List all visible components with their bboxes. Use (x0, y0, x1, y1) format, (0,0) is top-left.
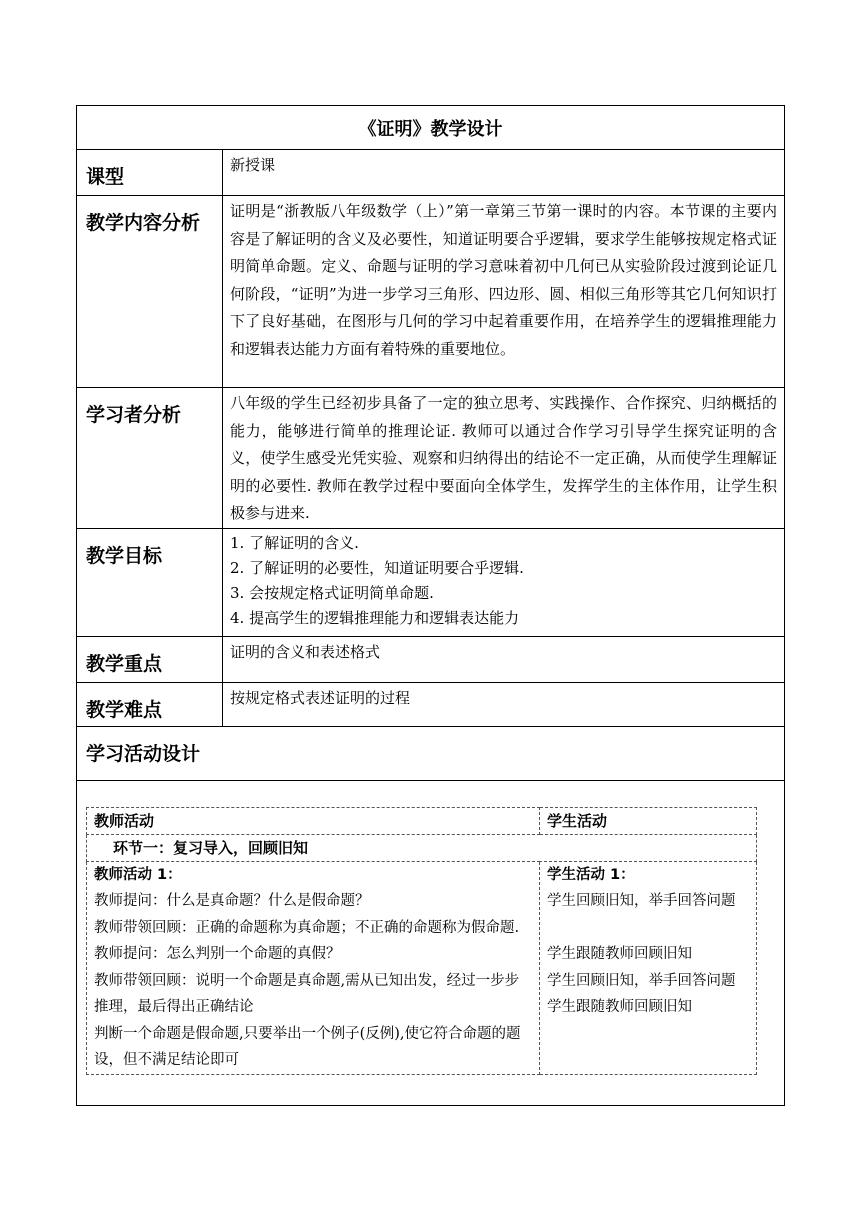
student-activity-cell (540, 861, 757, 1074)
goal-item: 2. 了解证明的必要性，知道证明要合乎逻辑. (230, 558, 524, 577)
row-label-learner: 学习者分析 (77, 388, 223, 529)
student-activity-title: 学生活动 1： (547, 866, 635, 883)
student-line: 学生跟随教师回顾旧知 (547, 999, 692, 1015)
row-label-difficulty: 教学难点 (77, 682, 223, 726)
teacher-activity-title: 教师活动 1： (94, 866, 182, 883)
teacher-line: 教师提问：什么是真命题？什么是假命题？ (94, 893, 370, 909)
teacher-line: 教师带领回顾：说明一个命题是真命题,需从已知出发，经过一步步推理，最后得出正确结论 (94, 972, 520, 1015)
teacher-activity-header: 教师活动 (87, 807, 540, 834)
teacher-line: 教师提问：怎么判别一个命题的真假？ (94, 946, 341, 962)
document-title: 《证明》教学设计 (77, 106, 785, 150)
lesson-design-table (76, 105, 785, 1106)
goal-item: 1. 了解证明的含义. (230, 533, 359, 552)
teacher-line: 判断一个命题是假命题,只要举出一个例子(反例),使它符合命题的题设，但不满足结论即可 (94, 1025, 521, 1068)
row-value-goals (223, 528, 785, 636)
row-label-content: 教学内容分析 (77, 196, 223, 388)
section-heading: 环节一：复习导入，回顾旧知 (87, 834, 757, 861)
activity-table (86, 807, 757, 1075)
activity-heading: 学习活动设计 (77, 726, 785, 780)
activity-cell (77, 780, 785, 1105)
student-line: 学生跟随教师回顾旧知 (547, 946, 692, 962)
teacher-line: 教师带领回顾：正确的命题称为真命题；不正确的命题称为假命题. (94, 919, 520, 936)
row-label-key: 教学重点 (77, 636, 223, 682)
student-activity-header: 学生活动 (540, 807, 757, 834)
row-value-content: 证明是“浙教版八年级数学（上）”第一章第三节第一课时的内容。本节课的主要内容是了解证明的含义及必要性，知道证明要合乎逻辑，要求学生能够按规定格式证明简单命题。定义、命题与证明的学习意味着初中几何已从实验阶段过渡到论证几何阶段，“证明”为进一步学习三角形、四边形、圆、相似三角形等其它几何知识打下了良好基础，在图形与几何的学习中起着重要作用，在培养学生的逻辑推理能力和逻辑表达能力方面有着特殊的重要地位。 (223, 196, 785, 388)
row-value-learner: 八年级的学生已经初步具备了一定的独立思考、实践操作、合作探究、归纳概括的能力，能够进行简单的推理论证. 教师可以通过合作学习引导学生探究证明的含义，使学生感受光凭实验、观察和归纳得出的结论不一定正确，从而使学生理解证明的必要性. 教师在教学过程中要面向全体学生，发挥学生的主体作用，让学生积极参与进来. (223, 388, 785, 529)
row-label-type: 课型 (77, 150, 223, 196)
student-line: 学生回顾旧知，举手回答问题 (547, 972, 736, 989)
goal-item: 4. 提高学生的逻辑推理能力和逻辑表达能力 (230, 608, 520, 627)
row-value-type: 新授课 (223, 150, 785, 196)
row-value-key: 证明的含义和表述格式 (223, 636, 785, 682)
teacher-activity-cell (87, 861, 540, 1074)
goal-item: 3. 会按规定格式证明简单命题. (230, 583, 434, 602)
row-label-goals: 教学目标 (77, 528, 223, 636)
row-value-difficulty: 按规定格式表述证明的过程 (223, 682, 785, 726)
spacer (547, 915, 749, 942)
student-line: 学生回顾旧知，举手回答问题 (547, 893, 736, 909)
